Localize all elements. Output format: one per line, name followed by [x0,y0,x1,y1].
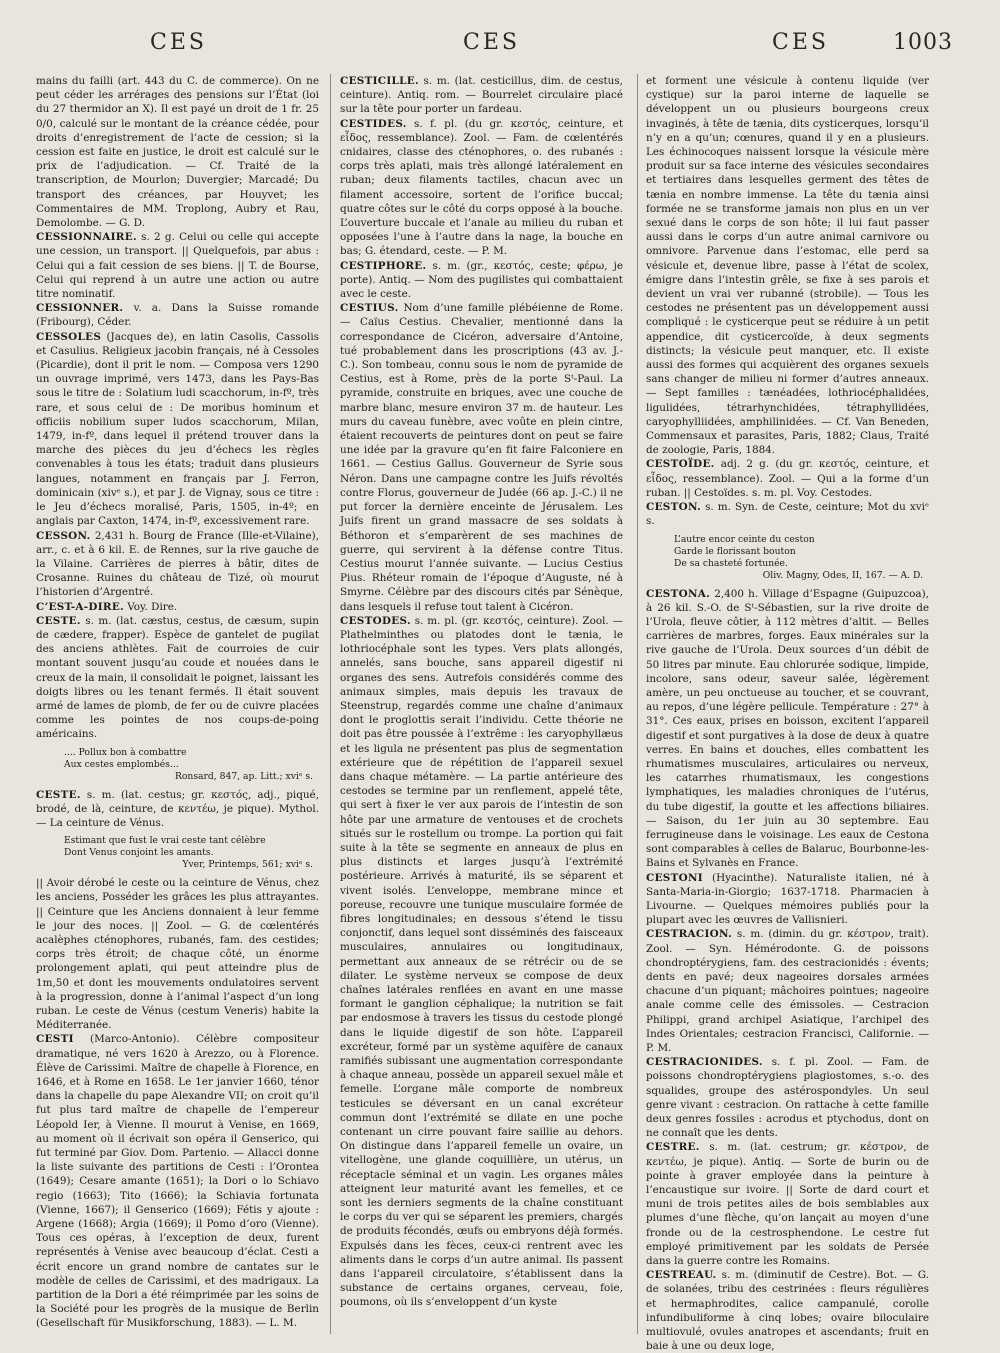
entry-headword: CESTIUS. [340,302,399,315]
dictionary-entry [36,1032,319,1330]
entry-text: s. m. (lat. cestrum; gr. κέστρον, de κεντέω, je pique). Antiq. — Sorte de burin ou de pointe à graver employée dans la peinture à l’encaustique sur ivoire. || Sorte de dard court et muni de trois petites ailes de bois semblables aux plumes d’une flèche, qu’on lançait au moyen d’une fronde ou de la cestrosphendone. Le cestre fut employé primitivement par les soldats de Persée dans la guerre contre les Romains. [646,1141,929,1268]
entry-headword: CESTI [36,1033,74,1046]
entry-headword: CESTIDES. [340,117,407,130]
entry-headword: CESSIONNAIRE. [36,231,137,244]
entry-text: s. m. pl. (gr. κεστός, ceinture). Zool. — Plathelminthes ou platodes dont le tænia, le lothriocéphale sont les types. Vers plats allongés, annelés, sans bouche, sans appareil digestif ni organes des sens. Autrefois considérés comme des animaux simples, mais depuis les travaux de Steenstrup, regardés comme une chaîne d’animaux dont le proglottis serait l’individu. Cette théorie ne doit pas être poussée à l’extrême : les caryophyllæus et les ligula ne présentent pas plus de segmentation extérieure que de répétition de l’appareil sexuel dans chaque métamère. — La partie antérieure des cestodes se termine par un renflement, appelé tête, qui sert à fixer le ver aux parois de l’intestin de son hôte par une armature de ventouses et de crochets situés sur le rostellum ou trompe. La portion qui fait suite à la tête se segmente en anneaux de plus en plus distincts et larges jusqu’à l’extrémité postérieure. Arrivés à maturité, ils se séparent et vivent isolés. L’enveloppe, membrane mince et poreuse, recouvre une tunique musculaire formée de fibres longitudinales; en dessous s’étend le tissu conjonctif, dans lequel sont disséminés des faisceaux musculaires, annulaires ou longitudinaux, permettant aux anneaux de se rétrécir ou de se dilater. Le système nerveux se compose de deux chaînes latérales renflées en avant en une masse formant le ganglion céphalique; la nutrition se fait par endosmose à travers les tissus du cestode plongé dans le liquide digestif de son hôte. L’appareil excréteur, formé par un système aquifère de canaux ramifiés subissant une augmentation correspondante à chaque anneau, possède un appareil sexuel mâle et femelle. L’organe mâle comporte de nombreux testicules se déversant en un canal excréteur commun dont l’extrémité se dilate en une poche contenant un cirre pouvant faire saillie au dehors. On distingue dans l’appareil femelle un ovaire, un vitellogène, une glande coquillière, un utérus, un réceptacle séminal et un vagin. Les organes mâles atteignent leur maturité avant les femelles, et ce sont les derniers segments de la chaîne constituant le corps du ver qui se séparent les premiers, chargés de produits fécondés, œufs ou embryons déjà formés. Expulsés dans les fèces, ceux-ci rentrent avec les aliments dans le corps d’un autre animal. Ils passent dans l’appareil circulatoire, s’établissent dans la substance de certains organes, cerveau, foie, poumons, où ils s’enveloppent d’un kyste [340,614,623,1309]
entry-headword: CESTRE. [646,1141,700,1154]
quotation-source: Ronsard, 847, ap. Litt.; xviᵉ s. [174,770,313,782]
dictionary-entry [340,74,623,117]
entry-text: s. m. (lat. cesticillus, dim. de cestus, ceinture). Antiq. rom. — Bourrelet circulaire placé sur la tête pour porter un fardeau. [340,75,623,116]
quotation-line: De sa chasteté fortunée. [674,557,788,569]
header-left-word: CES [150,30,207,55]
text-column-2 [340,74,623,1339]
entry-text: s. m. (lat. cæstus, cestus, de cæsum, supin de cædere, frapper). Espèce de gantelet de pugilat des anciens athlètes. Fait de courroies de cuir montant souvent jusqu’au coude et nouées dans le creux de la main, il consolidait le poignet, laissant les doigts libres ou les tenant fermés. Il était souvent armé de lames de plomb, de fer ou de cuivre placées comme les pointes de nos coups-de-poing américains. [36,614,319,741]
quotation-source: Oliv. Magny, Odes, II, 167. — A. D. [762,569,923,581]
entry-text: (Marco-Antonio). Célèbre compositeur dramatique, né vers 1620 à Arezzo, ou à Florence. Élève de Carissimi. Maître de chapelle à Florence, en 1646, et à Rome en 1658. Le 1er janvier 1660, ténor dans la chapelle du pape Alexandre VII; on croit qu’il fut plus tard maître de chapelle de l’empereur Léopold Ier, à Vienne. Il mourut à Venise, en 1669, au moment où il écrivait son opéra il Genserico, qui fut terminé par Giov. Dom. Partenio. — Allacci donne la liste suivante des partitions de Cesti : l’Orontea (1649); Cesare amante (1651); la Dori o lo Schiavo regio (1663); Tito (1666); la Schiavia fortunata (Vienne, 1667); il Genserico (1669); Fétis y ajoute : Argene (1668); Argia (1669); il Pomo d’oro (Vienne). Tous ces opéras, à l’exception de deux, furent représentés à Venise avec beaucoup d’éclat. Cesti a écrit encore un grand nombre de cantates sur le modèle de celles de Carissimi, et des madrigaux. La partition de la Dori a été réimprimée par les soins de la Société pour les progrès de la musique de Berlin (Gesellschaft für Musikforschung, 1883). — L. M. [36,1033,319,1330]
entry-headword: CESTONA. [646,587,711,600]
quotation-line: Estimant que fust le vrai ceste tant célèbre [64,835,266,847]
entry-text: 2,400 h. Village d’Espagne (Guipuzcoa), à 26 kil. S.-O. de Sᵗ-Sébastien, sur la rive droite de l’Urola, fleuve côtier, à 112 mètres d’altit. — Belles carrières de marbres, forges. Eaux minérales sur la rive gauche de l’Urola. Deux sources d’un débit de 50 litres par minute. Eau chlorurée sodique, limpide, incolore, sans odeur, saveur salée, légèrement amère, un peu onctueuse au toucher, et se couvrant, au repos, d’une légère pellicule. Température : 27° à 31°. Ces eaux, prises en boisson, excitent l’appareil digestif et sont purgatives à la dose de deux à quatre verres. En bains et douches, elles combattent les rhumatismes musculaires, articulaires ou nerveux, les catarrhes rhumatismaux, les congestions lymphatiques, les maladies chroniques de l’utérus, du tube digestif, la goutte et les affections biliaires. — Saison, du 1er juin au 30 septembre. Eau ferrugineuse dans le voisinage. Les eaux de Cestona sont comparables à celles de Balaruc, Bourbonne-les-Bains et Sylvanès en France. [646,587,929,870]
entry-text: (Hyacinthe). Naturaliste italien, né à Santa-Maria-in-Giorgio; 1637-1718. Pharmacien à Livourne. — Quelques mémoires publiés pour la plupart avec les œuvres de Vallisnieri. [646,871,929,927]
quotation-line: .... Pollux bon à combattre [64,746,187,758]
dictionary-entry [646,871,929,928]
quotation-line: Garde le florissant bouton [674,545,796,557]
quotation-line: L’autre encor ceinte du ceston [674,533,815,545]
text-column-3 [646,74,929,1353]
dictionary-entry [36,74,319,230]
dictionary-entry [36,301,319,329]
header-right-word: CES [772,30,829,55]
entry-text: mains du failli (art. 443 du C. de commerce). On ne peut céder les arrérages des pensions sur l’État (loi du 27 thermidor an X). Il est payé un droit de 1 fr. 25 0/0, calculé sur le montant de la créance cédée, pour droits d’enregistrement de l’acte de cession; si la cession est faite en justice, le droit est calculé sur le prix de l’adjudication. — Cf. Traité de la transcription, de Mourlon; Duvergier; Marcadé; Du transport des créances, par Houyvet; les Commentaires de MM. Troplong, Aubry et Rau, Demolombe. — G. D. [36,75,319,230]
entry-headword: CESSOLES [36,330,102,343]
entry-headword: CESTONI [646,871,703,884]
entry-headword: CESTON. [646,501,702,514]
column-divider [637,74,638,1334]
entry-headword: C’EST-A-DIRE. [36,600,124,613]
entry-text: s. m. (dimin. du gr. κέστρον, trait). Zool. — Syn. Hémérodonte. G. de poissons chondroptérygiens, fam. des cestracionidés : évents; dents en pavé; deux nageoires dorsales armées chacune d’un piquant; mâchoires pointues; nageoire anale comme celle des émissoles. — Cestracion Philippi, grand archipel Asiatique, l’archipel des Indes Orientales; cestracion Francisci, Californie. — P. M. [646,928,929,1054]
page-number: 1003 [893,30,953,55]
entry-text: s. m. (diminutif de Cestre). Bot. — G. de solanées, tribu des cestrinées : fleurs régulières et hermaphrodites, calice campanulé, corolle infundibuliforme à cinq lobes; ovaire biloculaire multiovulé, ovules anatropes et ascendants; fruit en baie à une ou deux loge, [646,1269,929,1353]
dictionary-entry [36,529,319,600]
entry-headword: CESTOÏDE. [646,458,715,471]
entry-headword: CESTICILLE. [340,75,419,87]
entry-text: Voy. Dire. [123,600,178,613]
entry-text: s. 2 g. Celui ou celle qui accepte une cession, un transport. || Quelquefois, par abus : Celui qui a fait cession de ses biens. || T. de Bourse, Celui qui reprend à un autre une action ou autre titre nominatif. [36,231,319,301]
header-center-word: CES [463,30,520,55]
dictionary-entry [646,1055,929,1140]
quotation [64,747,319,783]
running-header [0,30,1000,70]
entry-headword: CESTIPHORE. [340,259,427,272]
dictionary-entry [646,587,929,871]
quotation [674,534,929,582]
entry-text: || Avoir dérobé le ceste ou la ceinture de Vénus, chez les anciens, Posséder les grâces les plus attrayantes. || Ceinture que les Anciens donnaient à leur femme le jour des noces. || Zool. — G. de cœlentérés acalèphes cténophores, rubanés, fam. des cestides; corps très étroit; de chaque côté, un énorme prolongement aplati, qui peut atteindre plus de 1m,50 et dont les mouvements ondulatoires servent à la progression, donne à l’animal l’aspect d’un long ruban. Le ceste de Vénus (cestum Veneris) habite la Méditerranée. [36,877,319,1032]
entry-headword: CESTRACION. [646,928,733,941]
dictionary-entry [36,788,319,831]
entry-headword: CESSON. [36,529,91,542]
dictionary-entry [36,230,319,301]
entry-headword: CESTE. [36,788,81,801]
entry-text: v. a. Dans la Suisse romande (Fribourg), Céder. [36,302,319,329]
dictionary-entry [36,330,319,529]
entry-headword: CESTE. [36,614,81,627]
entry-text: s. f. pl. Zool. — Fam. de poissons chondroptérygiens plagiostomes, s.-o. des squalides, groupe des astérospondyles. Un seul genre vivant : cestracion. On rattache à cette famille deux genres fossiles : acrodus et ptychodus, dont on ne connaît que les dents. [646,1056,929,1140]
dictionary-entry [646,500,929,528]
quotation-line: Aux cestes emplombés... [64,758,179,770]
dictionary-entry [646,457,929,500]
quotation-source: Yver, Printemps, 561; xviᵉ s. [182,859,313,871]
entry-text: adj. 2 g. (du gr. κεστός, ceinture, et εἶδος, ressemblance). Zool. — Qui a la forme d’un ruban. || Cestoïdes. s. m. pl. Voy. Cestodes. [646,458,929,499]
quotation [64,835,319,871]
entry-text: s. m. (lat. cestus; gr. κεστός, adj., piqué, brodé, de là, ceinture, de κεντέω, je pique). Mythol. — La ceinture de Vénus. [36,788,319,829]
quotation-line: Dont Venus conjoint les amants. [64,847,214,859]
dictionary-entry [646,1268,929,1353]
entry-text: (Jacques de), en latin Casolis, Cassolis et Casulius. Religieux jacobin français, né à Cessoles (Picardie), dont il prit le nom. — Composa vers 1290 un ouvrage imprimé, vers 1473, dans les Pays-Bas sous le titre de : Solatium ludi scacchorum, in-fº, très rare, et sous celui de : De moribus hominum et officiis nobilium super ludos scacchorum, Milan, 1479, in-fº, dans lequel il prétend trouver dans la marche des pièces du jeu d’échecs les règles convenables à tous les états; traduit dans plusieurs langues, notamment en français par J. Ferron, dominicain (xivᵉ s.), et par J. de Vignay, sous ce titre : le Jeu d’échecs moralisé, Paris, 1505, in-4º; en anglais par Caxton, 1474, in-fº, excessivement rare. [36,330,319,528]
text-column-1 [36,74,319,1339]
entry-headword: CESTRACIONIDES. [646,1056,763,1069]
entry-text: 2,431 h. Bourg de France (Ille-et-Vilaine), arr., c. et à 6 kil. E. de Rennes, sur la rive gauche de la Vilaine. Carrières de pierres à bâtir, dites de Crosanne. Ruines du château de Tizé, où mourut l’historien d’Argentré. [36,529,319,599]
entry-text: Nom d’une famille plébéienne de Rome. — Caïus Cestius. Chevalier, mentionné dans la correspondance de Cicéron, adversaire d’Antoine, tué probablement dans les proscriptions (43 av. J.-C.). Son tombeau, connu sous le nom de pyramide de Cestius, est à Rome, près de la porte Sᵗ-Paul. La pyramide, construite en briques, avec une couche de marbre blanc, mesure environ 37 m. de hauteur. Les murs du caveau funèbre, avec voûte en plein cintre, étaient recouverts de peintures dont on peut se faire une idée par la gravure qu’en fit faire Falconiere en 1661. — Cestius Gallus. Gouverneur de Syrie sous Néron. Dans une campagne contre les Juifs révoltés contre Florus, gouverneur de Judée (66 ap. J.-C.) il ne put forcer la dernière enceinte de Jérusalem. Les Juifs firent un grand massacre de ses soldats à Béthoron et s’emparèrent de ses machines de guerre, qui servirent à la défense contre Titus. Cestius mourut l’année suivante. — Lucius Cestius Pius. Rhéteur romain de l’époque d’Auguste, né à Smyrne. Célèbre par des discours cités par Sénèque, dans lesquels il refuse tout talent à Cicéron. [340,302,623,613]
dictionary-entry [646,927,929,1055]
dictionary-entry [646,1140,929,1268]
dictionary-entry [340,117,623,259]
entry-headword: CESSIONNER. [36,302,124,315]
entry-headword: CESTREAU. [646,1269,717,1282]
entry-headword: CESTODES. [340,614,411,627]
column-divider [330,74,331,1334]
dictionary-entry [340,614,623,1310]
dictionary-entry [646,74,929,457]
dictionary-entry [340,259,623,302]
dictionary-entry [36,876,319,1032]
entry-text: et forment une vésicule à contenu liquide (ver cystique) sur la paroi interne de laquelle se développent un ou plusieurs bourgeons creux invaginés, à tête de tænia, dits cysticerques, lorsqu’il n’y en a qu’un; cœnures, quand il y en a plusieurs. Les échinocoques naissent lorsque la vésicule mère produit sur sa face interne des vésicules secondaires et tertiaires dans lesquelles germent des têtes de tænia en nombre immense. La tête du tænia ainsi formée ne se transforme jamais non plus en un ver sexué dans le corps de son hôte; il lui faut passer aussi dans le corps d’un autre animal carnivore ou omnivore. Parvenue dans l’estomac, elle perd sa vésicule et, devenue libre, passe à l’état de scolex, émigre dans l’intestin grêle, se fixe à ses parois et devient un vrai ver rubanné (strobile). — Tous les cestodes ne présentent pas un développement aussi compliqué : le cysticerque peut se réduire à un petit appendice, dit cysticercoïde, à deux segments distincts; la vésicule peut manquer, etc. Il existe aussi des formes qui acquièrent des organes sexuels sans changer de milieu ni former d’autres anneaux. — Sept familles : tænéadées, lothriocéphalidées, ligulidées, tétrarhynchidées, tétraphyllidées, caryophylliidées, amphilinidées. — Cf. Van Beneden, Commensaux et parasites, Paris, 1882; Claus, Traité de zoologie, Paris, 1884. [646,75,929,457]
dictionary-entry [36,600,319,614]
dictionary-entry [340,301,623,613]
dictionary-entry [36,614,319,742]
entry-text: s. f. pl. (du gr. κεστός, ceinture, et εἶδος, ressemblance). Zool. — Fam. de cœlentérés cnidaires, classe des cténophores, o. des rubanés : corps très aplati, mais très allongé latéralement en ruban; deux filaments tactiles, chacun avec un filament accessoire, sortent de l’orifice buccal; quatre côtes sur le côté du corps opposé à la bouche. L’ouverture buccale et l’anale au milieu du ruban et opposées l’une à l’autre dans la nage, la bouche en bas; G. étendard, ceste. — P. M. [340,117,623,258]
entry-text: s. m. (gr., κεστός, ceste; φέρω, je porte). Antiq. — Nom des pugilistes qui combattaient avec le ceste. [340,259,623,301]
entry-text: s. m. Syn. de Ceste, ceinture; Mot du xviᵉ s. [646,501,929,528]
